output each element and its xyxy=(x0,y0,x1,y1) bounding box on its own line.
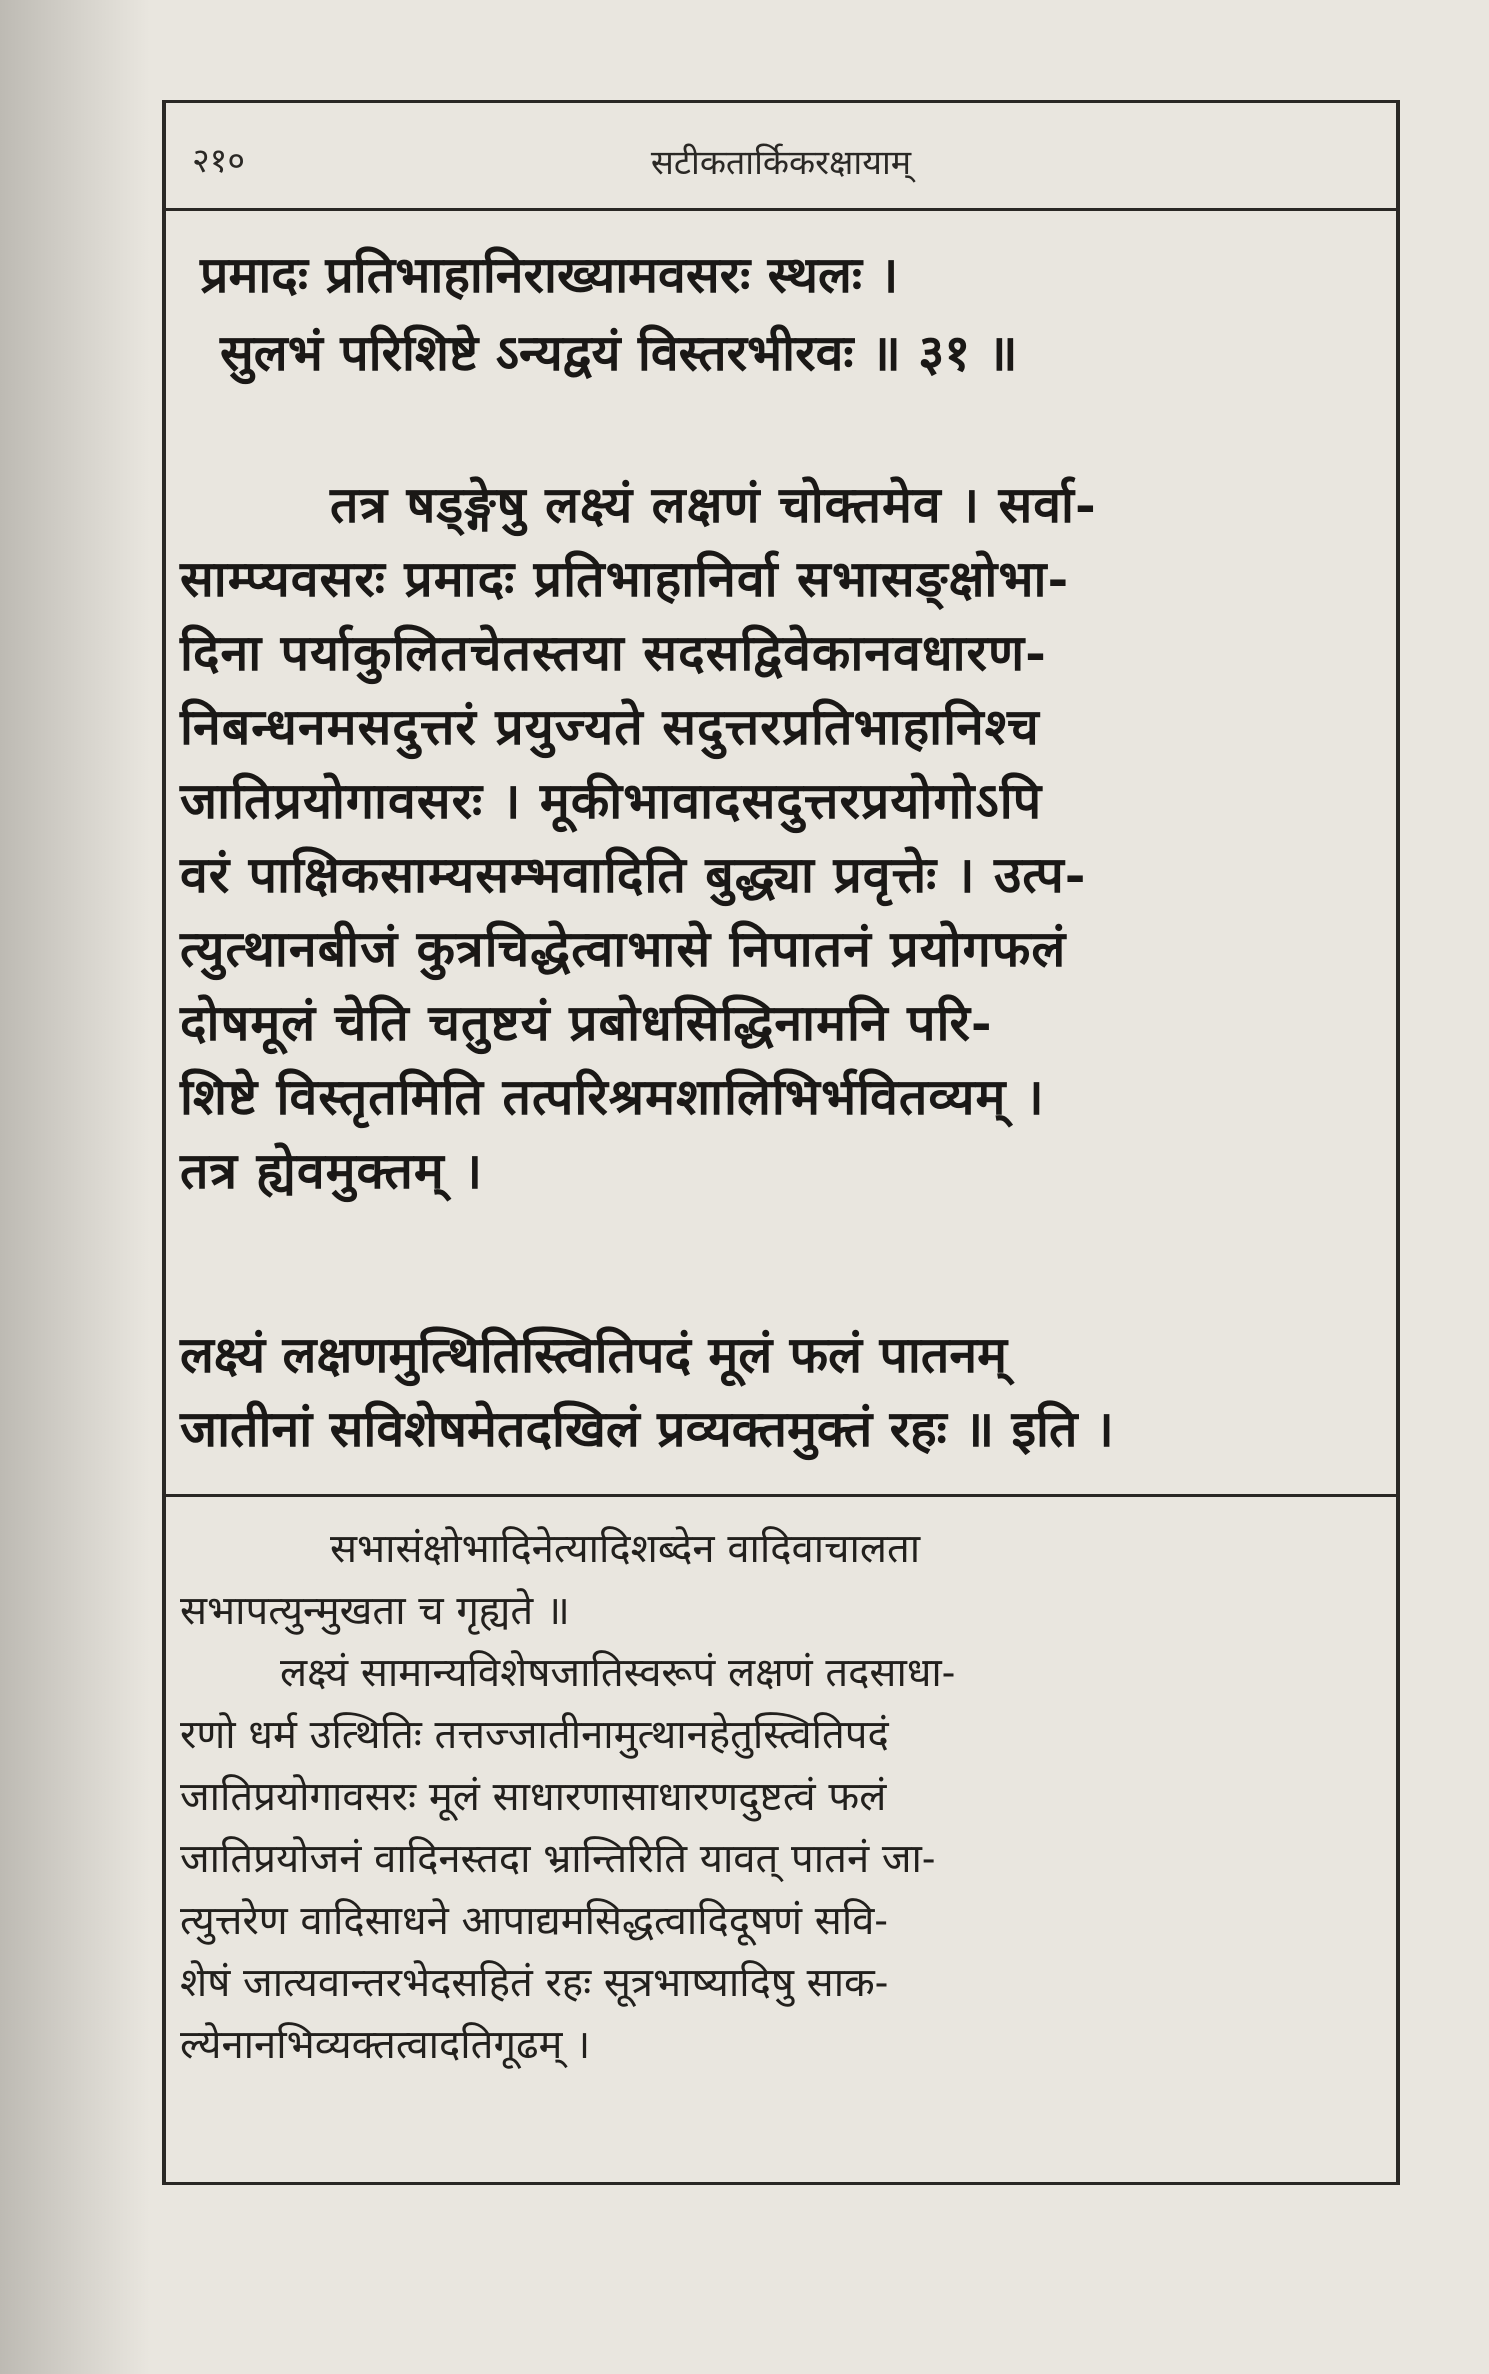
footnote-line: सभापत्युन्मुखता च गृह्यते ॥ xyxy=(180,1588,570,1634)
header-rule xyxy=(162,208,1400,211)
page-header xyxy=(162,126,1400,196)
commentary-line: दिना पर्याकुलितचेतस्तया सदसद्विवेकानवधारण- xyxy=(180,623,1047,682)
closing-verse-line: लक्ष्यं लक्षणमुत्थितिस्त्वितिपदं मूलं फलं पातनम् xyxy=(180,1325,1007,1384)
footnote-line: लक्ष्यं सामान्यविशेषजातिस्वरूपं लक्षणं तदसाधा- xyxy=(280,1650,956,1696)
commentary-line: त्युत्थानबीजं कुत्रचिद्धेत्वाभासे निपातनं प्रयोगफलं xyxy=(180,919,1067,978)
footnote-line: जातिप्रयोजनं वादिनस्तदा भ्रान्तिरिति यावत् पातनं जा- xyxy=(180,1836,936,1882)
footnote-rule xyxy=(162,1494,1400,1497)
footnote-line: जातिप्रयोगावसरः मूलं साधारणासाधारणदुष्टत्वं फलं xyxy=(180,1774,887,1820)
commentary-line: जातिप्रयोगावसरः । मूकीभावादसदुत्तरप्रयोगोऽपि xyxy=(180,771,1043,830)
commentary-line: शिष्टे विस्तृतमिति तत्परिश्रमशालिभिर्भवितव्यम् । xyxy=(180,1067,1045,1126)
footnote-line: ल्येनानभिव्यक्तत्वादतिगूढम् । xyxy=(180,2022,591,2068)
verse-line: सुलभं परिशिष्टे ऽन्यद्वयं विस्तरभीरवः ॥ ३१ ॥ xyxy=(220,323,1018,382)
verse-block xyxy=(200,236,1390,392)
commentary-line: तत्र ह्येवमुक्तम् । xyxy=(180,1141,484,1200)
gutter-shadow xyxy=(0,0,150,2374)
footnote-line: सभासंक्षोभादिनेत्यादिशब्देन वादिवाचालता xyxy=(330,1526,921,1572)
footnote-line: रणो धर्म उत्थितिः तत्तज्जातीनामुत्थानहेतुस्त्वितिपदं xyxy=(180,1712,889,1758)
footnote-line: त्युत्तरेण वादिसाधने आपाद्यमसिद्धत्वादिदूषणं सवि- xyxy=(180,1898,888,1944)
commentary-line: साम्प्यवसरः प्रमादः प्रतिभाहानिर्वा सभासङ्क्षोभा- xyxy=(180,549,1070,608)
closing-verse-line: जातीनां सविशेषमेतदखिलं प्रव्यक्तमुक्तं रहः ॥ इति । xyxy=(180,1399,1114,1458)
page-number: २१० xyxy=(192,141,246,181)
footnotes-block xyxy=(180,1518,1370,2076)
commentary-line: दोषमूलं चेति चतुष्टयं प्रबोधसिद्धिनामनि परि- xyxy=(180,993,993,1052)
closing-verse-block xyxy=(180,1318,1370,1466)
commentary-block xyxy=(180,468,1370,1208)
running-title: सटीकतार्किकरक्षायाम् xyxy=(650,143,912,183)
commentary-line: तत्र षड्ङ्गेषु लक्ष्यं लक्षणं चोक्तमेव । सर्वा- xyxy=(330,475,1097,534)
footnote-line: शेषं जात्यवान्तरभेदसहितं रहः सूत्रभाष्यादिषु साक- xyxy=(180,1960,889,2006)
verse-line: प्रमादः प्रतिभाहानिराख्यामवसरः स्थलः । xyxy=(200,245,899,304)
commentary-line: वरं पाक्षिकसाम्यसम्भवादिति बुद्ध्या प्रवृत्तेः । उत्प- xyxy=(180,845,1087,904)
commentary-line: निबन्धनमसदुत्तरं प्रयुज्यते सदुत्तरप्रतिभाहानिश्च xyxy=(180,697,1040,756)
